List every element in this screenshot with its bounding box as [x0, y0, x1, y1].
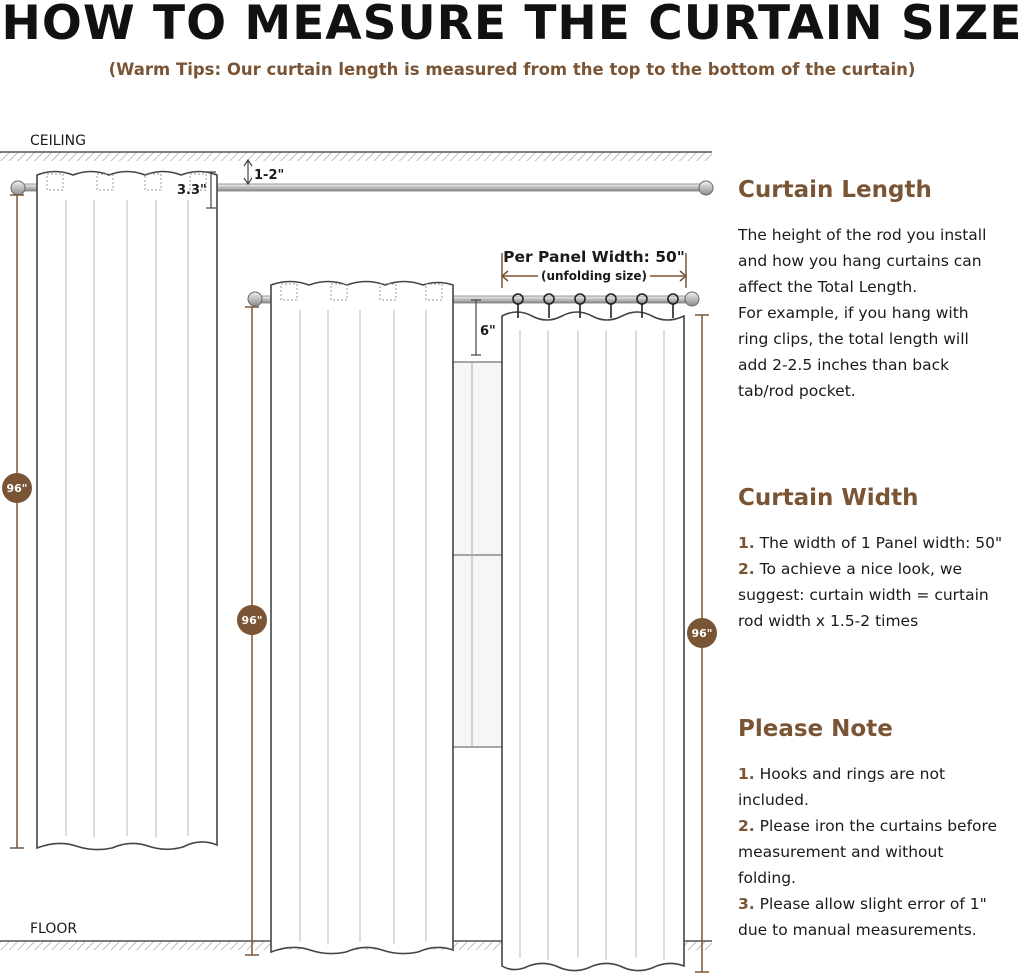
please-note-section [738, 715, 1024, 943]
panel-width-title: Per Panel Width: 50" [503, 248, 685, 266]
gap-label: 1-2" [254, 168, 285, 183]
width-item-line: rod width x 1.5-2 times [738, 612, 919, 630]
length-dimension-middle [237, 307, 267, 955]
width-item [738, 556, 1024, 582]
ceiling-hatch [0, 152, 712, 161]
note-item-text: Hooks and rings are not [759, 765, 946, 783]
panel-width-sub: (unfolding size) [540, 269, 648, 283]
length-dimension-left [2, 195, 32, 848]
curtain-right [502, 312, 684, 971]
note-item-number: 3. [738, 895, 755, 913]
curtain-middle [271, 282, 453, 954]
note-item-number: 1. [738, 765, 755, 783]
note-item-number: 2. [738, 817, 755, 835]
please-note-heading: Please Note [738, 716, 893, 742]
page-subtitle: (Warm Tips: Our curtain length is measured from the top to the bottom of the curtain) [108, 60, 916, 79]
curtain-length-line: affect the Total Length. [738, 278, 918, 296]
curtain-length-line: tab/rod pocket. [738, 382, 856, 400]
curtain-width-section [738, 484, 1024, 634]
width-item-line: suggest: curtain width = curtain [738, 586, 989, 604]
note-item [738, 891, 1024, 917]
curtain-length-section [738, 176, 1024, 404]
note-item-line: measurement and without [738, 843, 944, 861]
width-item-text: The width of 1 Panel width: 50" [759, 534, 1003, 552]
note-item [738, 761, 1024, 787]
width-item-text: To achieve a nice look, we [759, 560, 963, 578]
curtain-length-line: The height of the rod you install [738, 226, 987, 244]
width-item-number: 1. [738, 534, 755, 552]
ceiling-label: CEILING [30, 133, 86, 149]
curtain-length-line: For example, if you hang with [738, 304, 969, 322]
note-item-line: folding. [738, 869, 796, 887]
drop-label: 6" [480, 324, 496, 339]
header-label: 3.3" [177, 183, 207, 198]
page-title: HOW TO MEASURE THE CURTAIN SIZE [1, 0, 1023, 51]
length-label-left: 96" [6, 482, 28, 495]
note-item-line: due to manual measurements. [738, 921, 977, 939]
length-label-right: 96" [691, 627, 713, 640]
width-item [738, 530, 1024, 556]
note-item-text: Please allow slight error of 1" [759, 895, 987, 913]
floor-label: FLOOR [30, 921, 78, 937]
curtain-length-line: and how you hang curtains can [738, 252, 982, 270]
length-label-middle: 96" [241, 614, 263, 627]
gap-dimension [244, 160, 252, 184]
length-dimension-right [687, 315, 717, 972]
curtain-length-line: ring clips, the total length will [738, 330, 969, 348]
width-item-number: 2. [738, 560, 755, 578]
window [452, 362, 507, 747]
curtain-length-heading: Curtain Length [738, 177, 932, 203]
note-item [738, 813, 1024, 839]
note-item-line: included. [738, 791, 809, 809]
curtain-left [37, 172, 217, 850]
note-item-text: Please iron the curtains before [759, 817, 998, 835]
curtain-length-line: add 2-2.5 inches than back [738, 356, 950, 374]
curtain-width-heading: Curtain Width [738, 485, 919, 511]
